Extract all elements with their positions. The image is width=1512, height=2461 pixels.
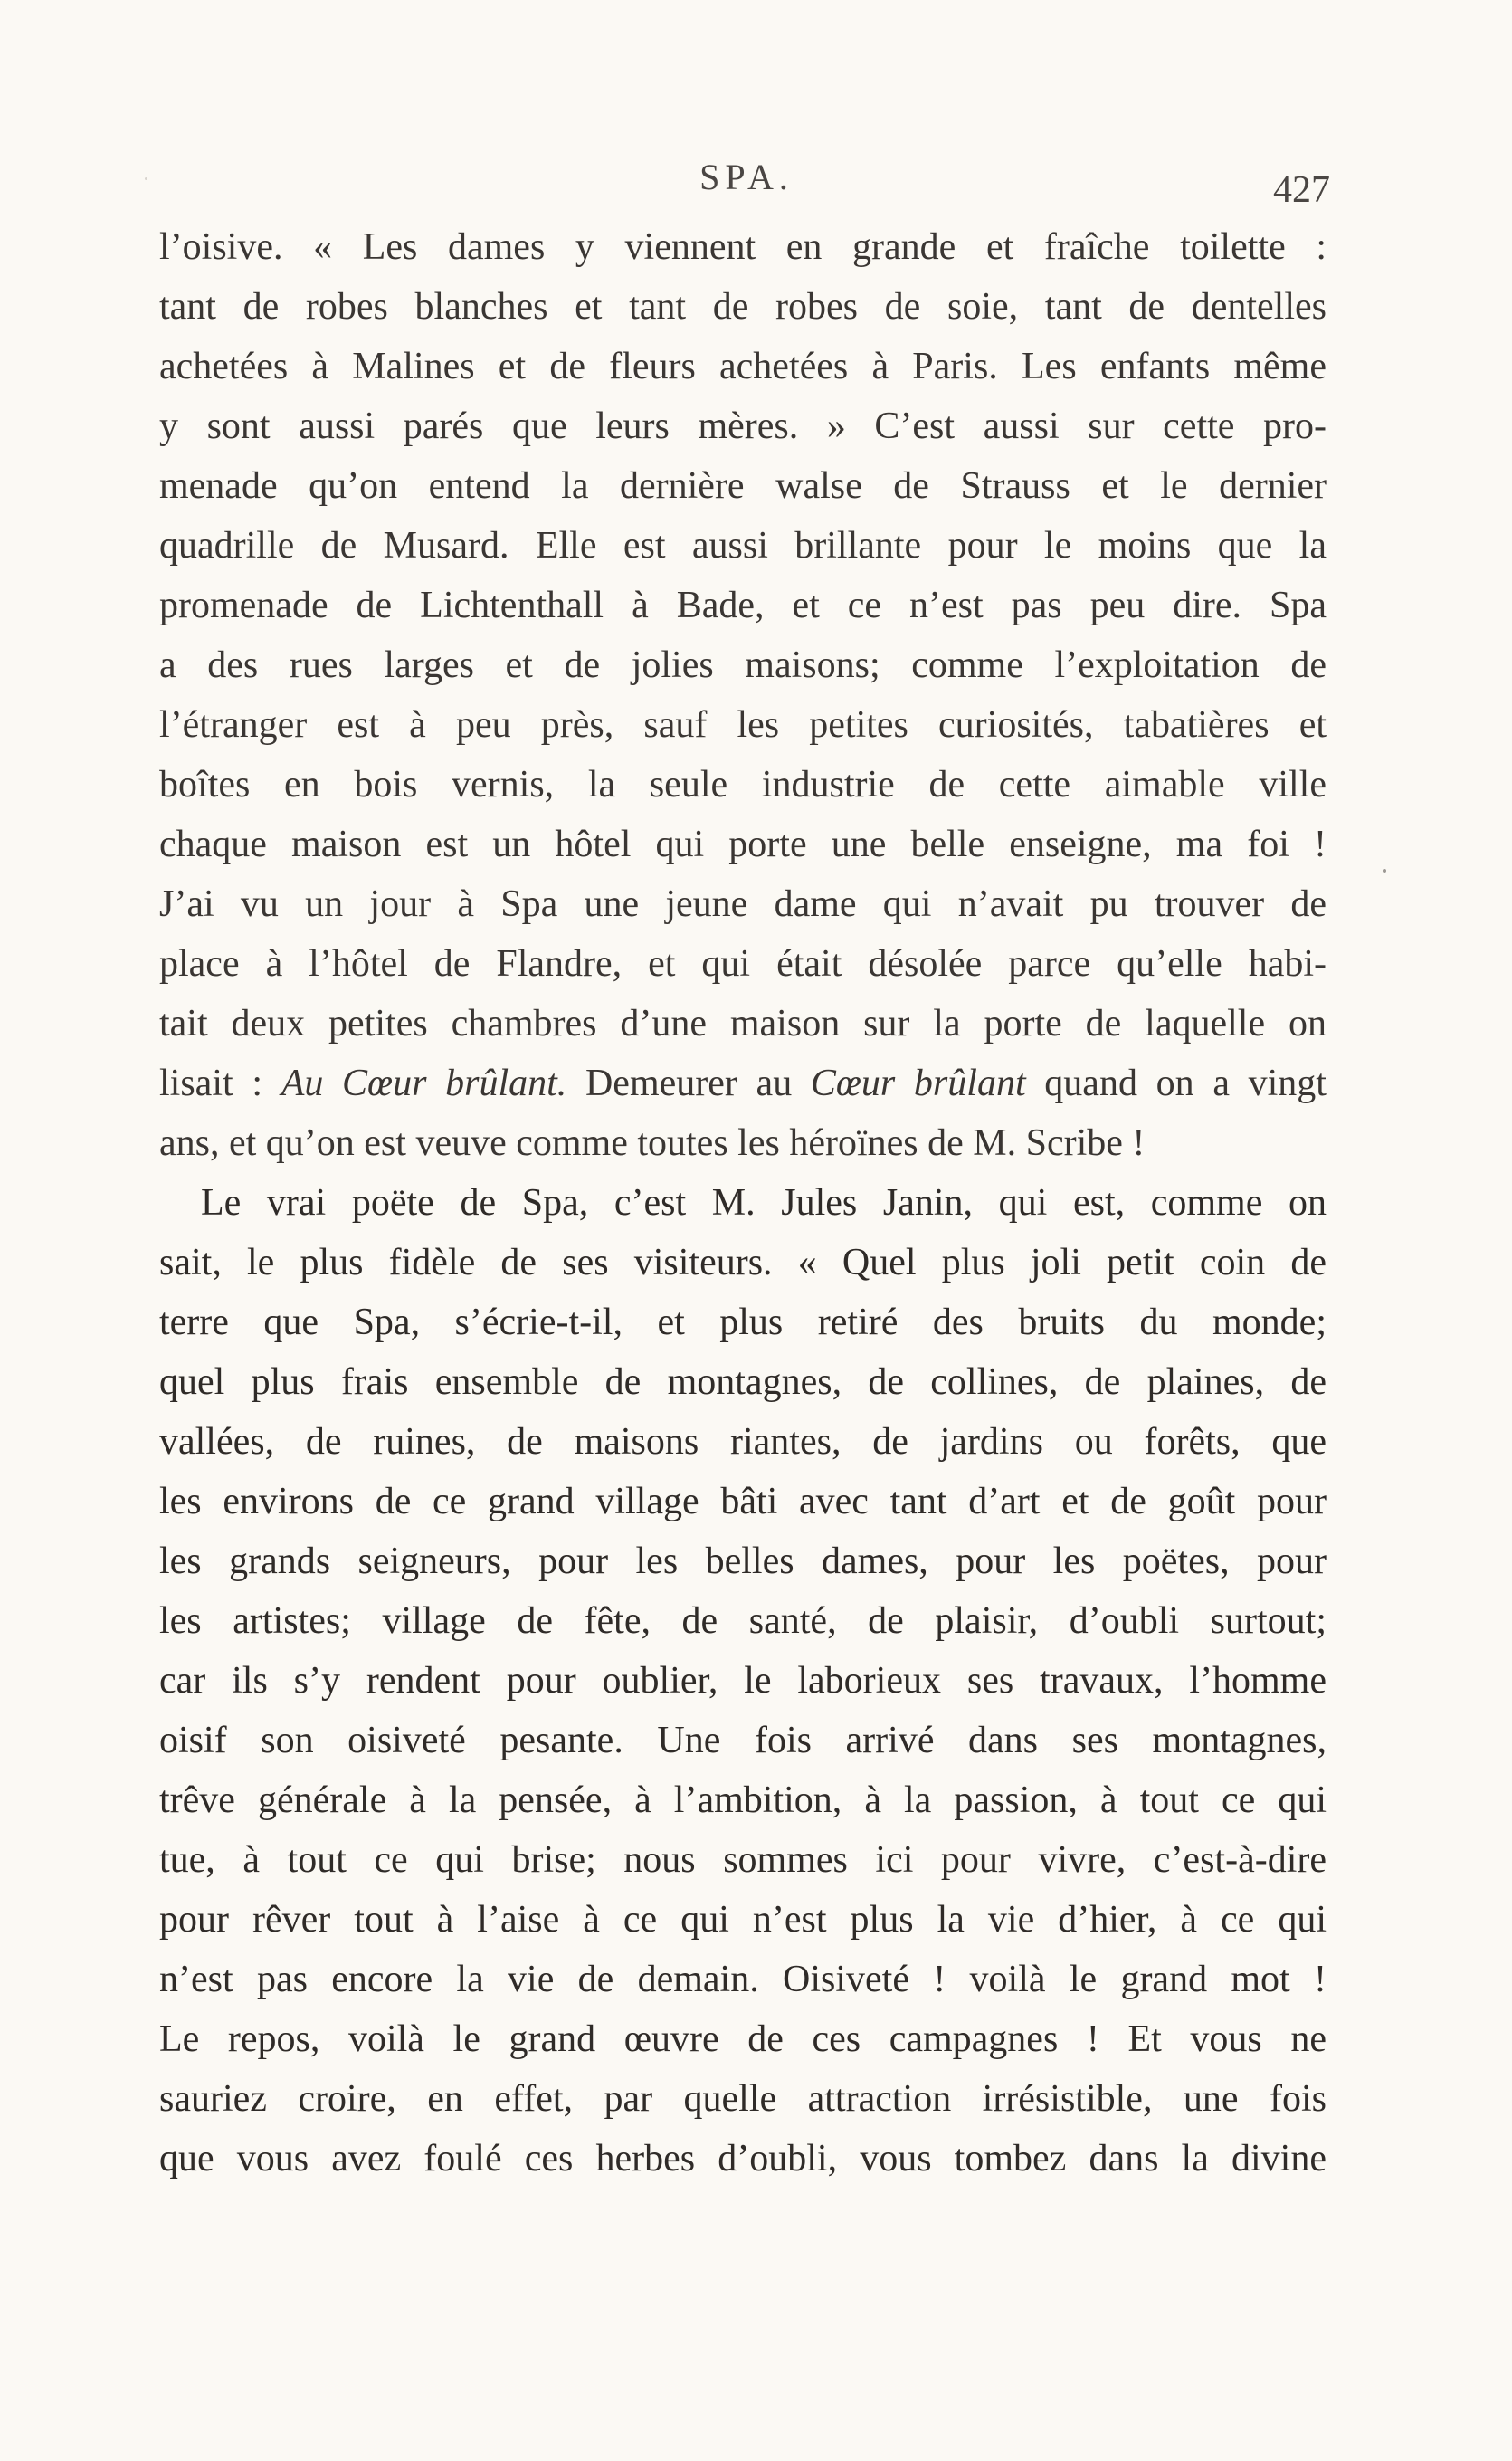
italic-sign-name: Cœur brûlant: [810, 1063, 1026, 1104]
text-line: quel plus frais ensemble de montagnes, de collines, de plaines, de: [159, 1361, 1327, 1403]
text-line: vallées, de ruines, de maisons riantes, de jardins ou forêts, que: [159, 1421, 1327, 1463]
text-segment: lisait :: [159, 1063, 281, 1104]
text-line: Le repos, voilà le grand œuvre de ces campagnes ! Et vous ne: [159, 2018, 1327, 2060]
text-line: achetées à Malines et de fleurs achetées à Paris. Les enfants même: [159, 346, 1327, 387]
text-line: boîtes en bois vernis, la seule industrie de cette aimable ville: [159, 764, 1327, 806]
text-line: quadrille de Musard. Elle est aussi brillante pour le moins que la: [159, 525, 1327, 567]
page-number: 427: [1273, 169, 1330, 211]
text-line: terre que Spa, s’écrie-t-il, et plus retiré des bruits du monde;: [159, 1302, 1327, 1343]
text-segment: Demeurer au: [566, 1063, 811, 1104]
text-line: car ils s’y rendent pour oublier, le laborieux ses travaux, l’homme: [159, 1660, 1327, 1702]
text-line: l’oisive. « Les dames y viennent en grande et fraîche toilette :: [159, 226, 1327, 268]
text-line: Le vrai poëte de Spa, c’est M. Jules Janin, qui est, comme on: [201, 1182, 1327, 1224]
text-line: les environs de ce grand village bâti avec tant d’art et de goût pour: [159, 1481, 1327, 1522]
text-line: chaque maison est un hôtel qui porte une belle enseigne, ma foi !: [159, 824, 1327, 865]
text-line: menade qu’on entend la dernière walse de Strauss et le dernier: [159, 465, 1327, 507]
text-line: l’étranger est à peu près, sauf les petites curiosités, tabatières et: [159, 704, 1327, 746]
text-line: ans, et qu’on est veuve comme toutes les héroïnes de M. Scribe !: [159, 1122, 1146, 1164]
text-line: y sont aussi parés que leurs mères. » C’est aussi sur cette pro-: [159, 405, 1327, 447]
body-text: [159, 217, 1327, 2189]
text-line: tue, à tout ce qui brise; nous sommes ici pour vivre, c’est-à-dire: [159, 1839, 1327, 1881]
text-line: oisif son oisiveté pesante. Une fois arrivé dans ses montagnes,: [159, 1720, 1327, 1761]
running-head: [163, 152, 1330, 211]
text-line: que vous avez foulé ces herbes d’oubli, vous tombez dans la divine: [159, 2138, 1327, 2180]
text-line-with-signs: [159, 1054, 1327, 1113]
italic-sign-name: Au Cœur brûlant.: [281, 1063, 567, 1104]
text-line: trêve générale à la pensée, à l’ambition, à la passion, à tout ce qui: [159, 1779, 1327, 1821]
text-line: tant de robes blanches et tant de robes de soie, tant de dentelles: [159, 286, 1327, 328]
text-line: promenade de Lichtenthall à Bade, et ce n’est pas peu dire. Spa: [159, 585, 1327, 626]
text-segment: quand on a vingt: [1025, 1063, 1327, 1104]
running-title: SPA.: [699, 157, 794, 197]
text-line: J’ai vu un jour à Spa une jeune dame qui n’avait pu trouver de: [159, 883, 1327, 925]
paragraph-1: [159, 217, 1327, 1173]
text-line: tait deux petites chambres d’une maison sur la porte de laquelle on: [159, 1003, 1327, 1044]
paragraph-2: [159, 1173, 1327, 2189]
paper-speck: [1383, 869, 1386, 873]
paper-speck: [145, 177, 147, 180]
text-line: les artistes; village de fête, de santé, de plaisir, d’oubli surtout;: [159, 1600, 1327, 1642]
text-line: pour rêver tout à l’aise à ce qui n’est plus la vie d’hier, à ce qui: [159, 1899, 1327, 1941]
text-line: sait, le plus fidèle de ses visiteurs. « Quel plus joli petit coin de: [159, 1242, 1327, 1283]
text-line: place à l’hôtel de Flandre, et qui était désolée parce qu’elle habi-: [159, 943, 1327, 985]
text-line: a des rues larges et de jolies maisons; comme l’exploitation de: [159, 644, 1327, 686]
text-line: sauriez croire, en effet, par quelle attraction irrésistible, une fois: [159, 2078, 1327, 2120]
text-line: les grands seigneurs, pour les belles dames, pour les poëtes, pour: [159, 1541, 1327, 1582]
text-line: n’est pas encore la vie de demain. Oisiveté ! voilà le grand mot !: [159, 1959, 1327, 2000]
